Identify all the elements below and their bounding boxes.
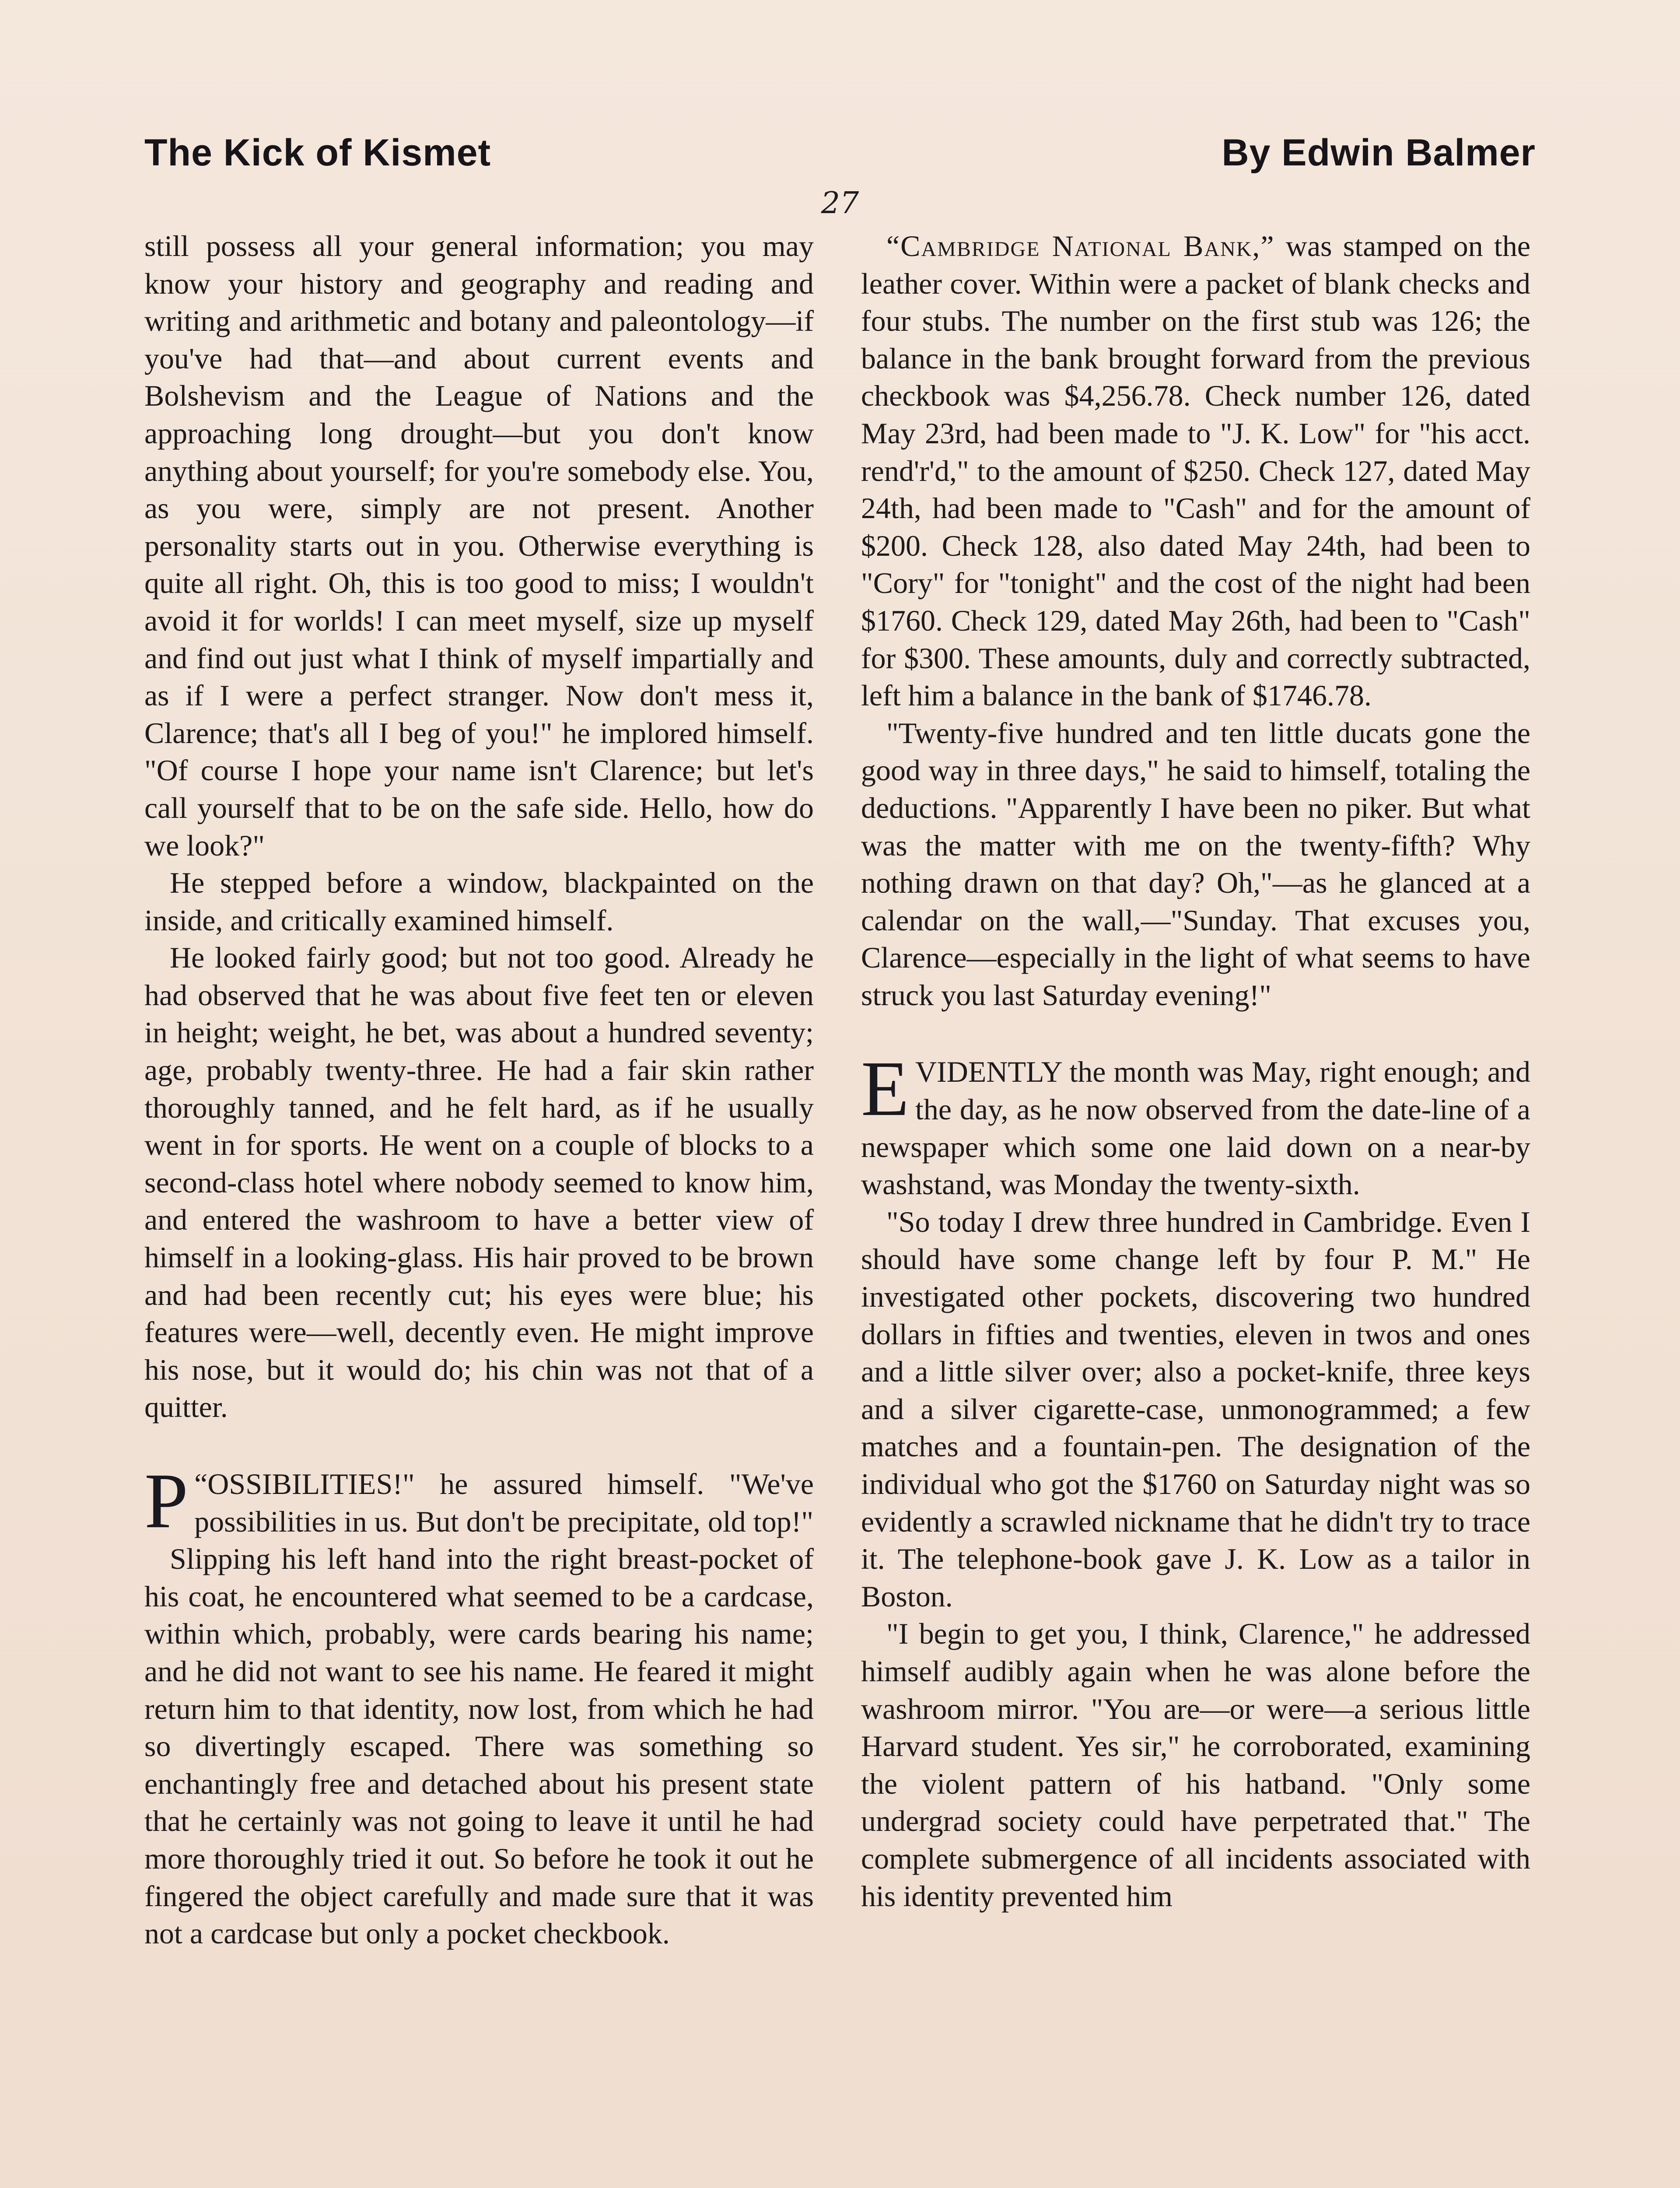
- paragraph-text: OSSIBILITIES!" he assured himself. "We've possibilities in us. But don't be precipitate, old top!": [194, 1467, 814, 1538]
- paragraph-text: was stamped on the leather cover. Within were a packet of blank checks and four stubs. The number on the first stub was 126; the balance in the bank brought forward from the previous checkbook was $4,256.78. Check number 126, dated May 23rd, had been made to "J. K. Low" for "his acct. rend'r'd," to the amount of $250. Check 127, dated May 24th, had been made to "Cash" and for the amount of $200. Check 128, also dated May 24th, had been to "Cory" for "tonight" and the cost of the night had been $1760. Check 129, dated May 26th, had been to "Cash" for $300. These amounts, duly and correctly subtracted, left him a balance in the bank of $1746.78.: [861, 229, 1530, 712]
- paragraph: Slipping his left hand into the right breast-pocket of his coat, he encountered what seemed to be a cardcase, within which, probably, were cards bearing his name; and he did not want to see his name. He feared it might return him to that identity, now lost, from which he had so divertingly escaped. There was something so enchantingly free and detached about his present state that he certainly was not going to leave it until he had more thoroughly tried it out. So before he took it out he fingered the object carefully and made sure that it was not a cardcase but only a pocket checkbook.: [144, 1542, 814, 1950]
- left-column: [144, 228, 814, 1953]
- open-quote: “: [194, 1467, 208, 1501]
- paragraph: "So today I drew three hundred in Cambridge. Even I should have some change left by four P. M." He investigated other pockets, discovering two hundred dollars in fifties and twenties, eleven in twos and ones and a little silver over; also a pocket-knife, three keys and a silver cigarette-case, unmonogrammed; a few matches and a fountain-pen. The designation of the individual who got the $1760 on Saturday night was so evidently a scrawled nickname that he didn't try to trace it. The telephone-book gave J. K. Low as a tailor in Boston.: [861, 1205, 1530, 1613]
- drop-cap: E: [861, 1045, 909, 1133]
- paragraph: [861, 228, 1530, 715]
- paragraph: still possess all your general information; you may know your history and geography and reading and writing and arithmetic and botany and paleontology—if you've had that—and about current events and Bolshevism and the League of Nations and the approaching long drought—but you don't know anything about yourself; for you're somebody else. You, as you were, simply are not present. Another personality starts out in you. Otherwise everything is quite all right. Oh, this is too good to miss; I wouldn't avoid it for worlds! I can meet myself, size up myself and find out just what I think of myself impartially and as if I were a perfect stranger. Now don't mess it, Clarence; that's all I beg of you!" he implored himself. "Of course I hope your name isn't Clarence; but let's call yourself that to be on the safe side. Hello, how do we look?": [144, 229, 814, 862]
- author-byline: By Edwin Balmer: [1222, 132, 1536, 174]
- paragraph: "I begin to get you, I think, Clarence," he addressed himself audibly again when he was alone before the washroom mirror. "You are—or were—a serious little Harvard student. Yes sir," he corroborated, examining the violent pattern of his hatband. "Only some undergrad society could have perpetrated that." The complete submergence of all incidents associated with his identity prevented him: [861, 1617, 1530, 1913]
- section-paragraph: [861, 1045, 1530, 1203]
- paragraph: He stepped before a window, blackpainted on the inside, and critically examined himself.: [144, 866, 814, 937]
- story-title: The Kick of Kismet: [144, 132, 491, 174]
- bank-name: “Cambridge National Bank,”: [886, 229, 1275, 263]
- section-paragraph: [144, 1457, 814, 1544]
- paragraph: "Twenty-five hundred and ten little ducats gone the good way in three days," he said to himself, totaling the deductions. "Apparently I have been no piker. But what was the matter with me on the twenty-fifth? Why nothing drawn on that day? Oh,"—as he glanced at a calendar on the wall,—"Sunday. That excuses you, Clarence—especially in the light of what seems to have struck you last Saturday evening!": [861, 716, 1530, 1012]
- running-header: [144, 131, 1536, 179]
- page-number: 27: [821, 186, 859, 221]
- paragraph-text: VIDENTLY the month was May, right enough; and the day, as he now observed from the date-line of a newspaper which some one laid down on a near-by washstand, was Monday the twenty-sixth.: [861, 1055, 1530, 1201]
- drop-cap: P: [144, 1457, 189, 1544]
- right-column: [861, 228, 1530, 1915]
- paragraph: He looked fairly good; but not too good. Already he had observed that he was about five feet ten or eleven in height; weight, he bet, was about a hundred seventy; age, probably twenty-three. He had a fair skin rather thoroughly tanned, and he felt hard, as if he usually went in for sports. He went on a couple of blocks to a second-class hotel where nobody seemed to know him, and entered the washroom to have a better view of himself in a looking-glass. His hair proved to be brown and had been recently cut; his eyes were blue; his features were—well, decently even. He might improve his nose, but it would do; his chin was not that of a quitter.: [144, 941, 814, 1424]
